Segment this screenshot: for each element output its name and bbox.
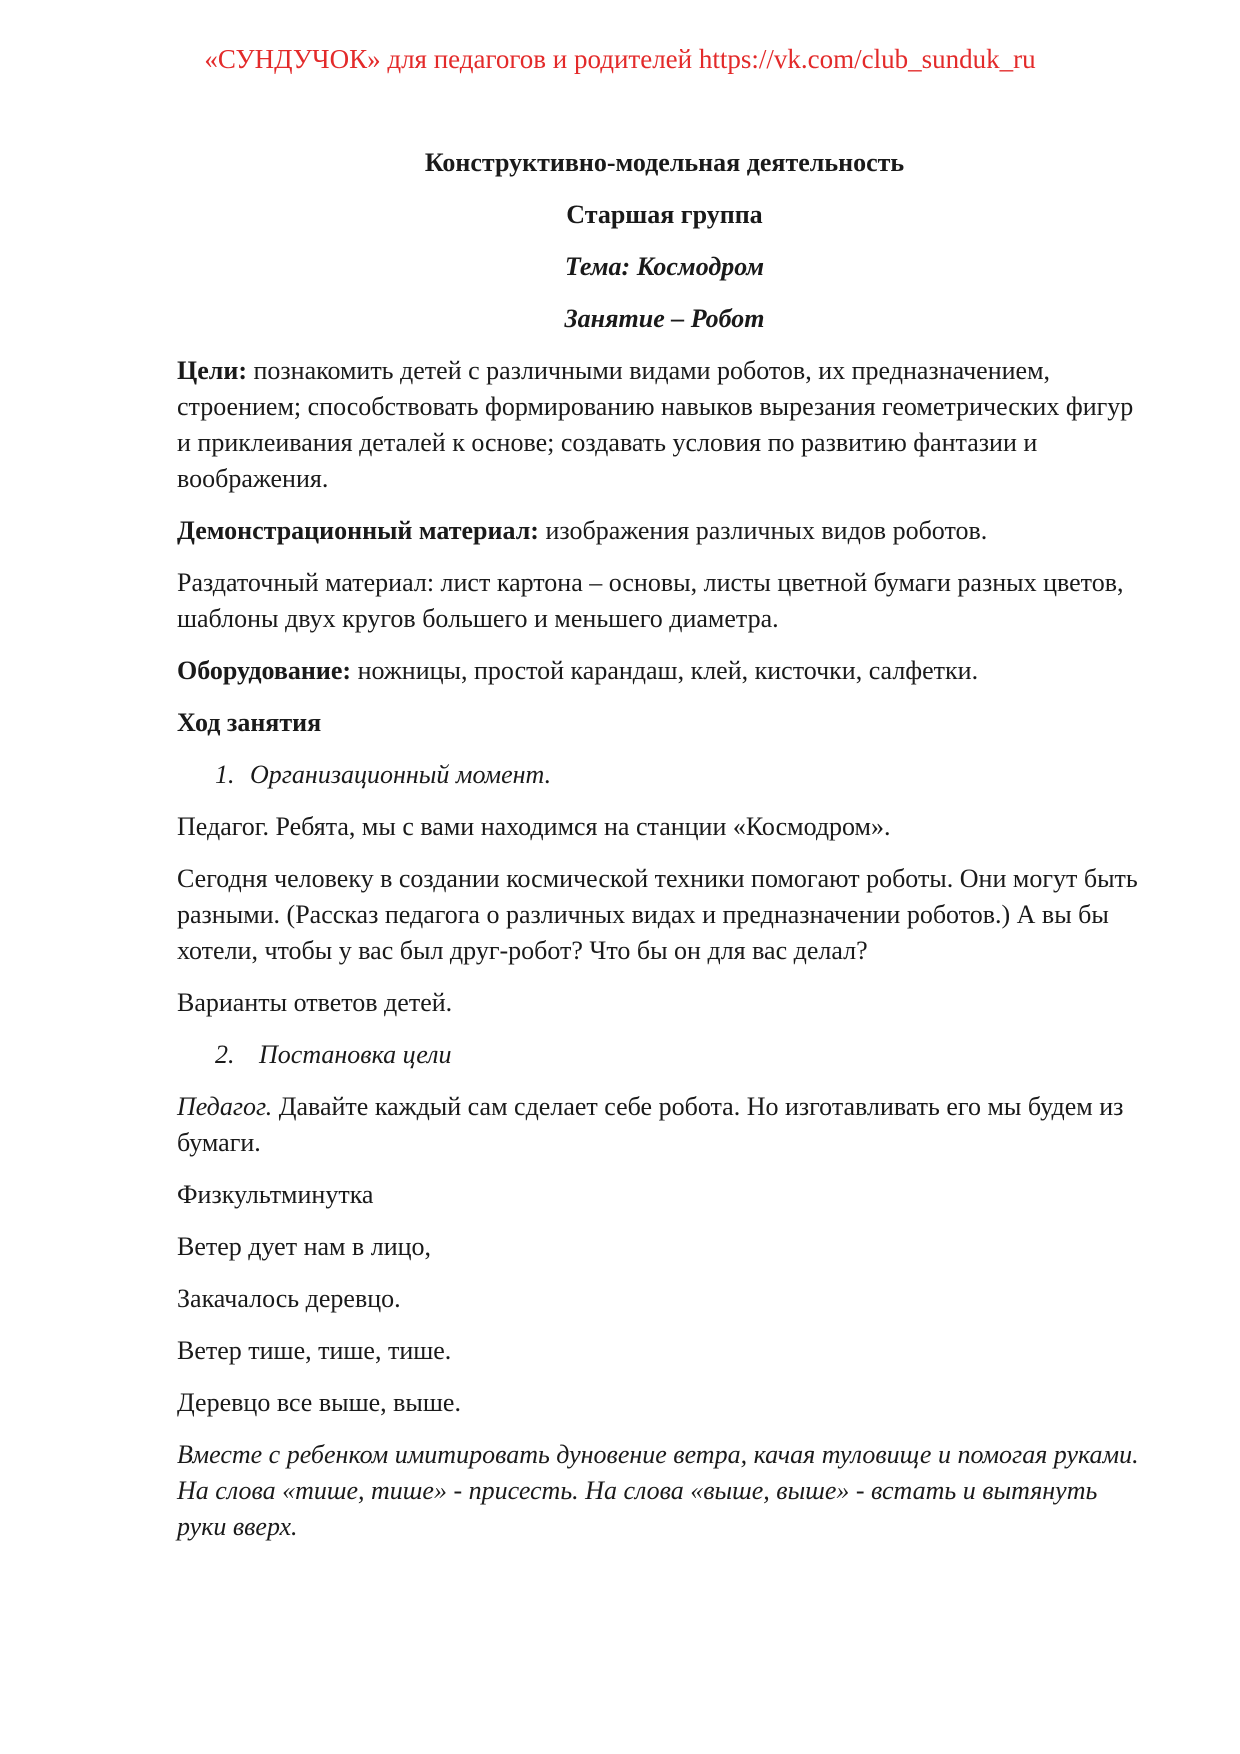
equipment-text: ножницы, простой карандаш, клей, кисточки, салфетки.: [351, 656, 979, 685]
step-2-number: 2.: [215, 1040, 235, 1069]
teacher-paragraph-2: [177, 1089, 1152, 1161]
poem-line-3: Ветер тише, тише, тише.: [177, 1336, 452, 1365]
course-heading: Ход занятия: [177, 708, 322, 737]
lesson-title: Занятие – Робот: [564, 304, 765, 333]
header-link-text[interactable]: «СУНДУЧОК» для педагогов и родителей https://vk.com/club_sunduk_ru: [204, 44, 1036, 74]
equipment-paragraph: [177, 653, 1152, 689]
instruction-paragraph: Вместе с ребенком имитировать дуновение ветра, качая туловище и помогая руками. На слова «тише, тише» - присесть. На слова «выше, выше» - встать и вытянуть руки вверх.: [177, 1440, 1139, 1541]
step-1: [177, 757, 1152, 793]
goals-label: Цели:: [177, 356, 247, 385]
today-paragraph: Сегодня человеку в создании космической техники помогают роботы. Они могут быть разными. (Рассказ педагога о различных видах и предназначении роботов.) А вы бы хотели, чтобы у вас был друг-робот? Что бы он для вас делал?: [177, 864, 1138, 965]
handout-paragraph: Раздаточный материал: лист картона – основы, листы цветной бумаги разных цветов, шаблоны двух кругов большего и меньшего диаметра.: [177, 568, 1124, 633]
demo-text: изображения различных видов роботов.: [538, 516, 988, 545]
poem-line-2: Закачалось деревцо.: [177, 1284, 401, 1313]
goals-paragraph: [177, 353, 1152, 497]
demo-label: Демонстрационный материал:: [177, 516, 539, 545]
step-2: [177, 1037, 1152, 1073]
demo-material-paragraph: [177, 513, 1152, 549]
poem-line-1: Ветер дует нам в лицо,: [177, 1232, 432, 1261]
document-body: [177, 145, 1152, 1561]
equipment-label: Оборудование:: [177, 656, 352, 685]
teacher2-label: Педагог.: [177, 1092, 273, 1121]
step-2-text: Постановка цели: [259, 1040, 452, 1069]
phys-minute-title: Физкультминутка: [177, 1180, 374, 1209]
goals-text: познакомить детей с различными видами роботов, их предназначением, строением; способствовать формированию навыков вырезания геометрических фигур и приклеивания деталей к основе; создавать условия по развитию фантазии и воображения.: [177, 356, 1134, 493]
step-1-number: 1.: [215, 760, 235, 789]
topic-title: Тема: Космодром: [564, 252, 765, 281]
teacher-paragraph-1: Педагог. Ребята, мы с вами находимся на станции «Космодром».: [177, 812, 891, 841]
teacher2-text: Давайте каждый сам сделает себе робота. Но изготавливать его мы будем из бумаги.: [177, 1092, 1124, 1157]
step-1-text: Организационный момент.: [250, 760, 552, 789]
document-title: Конструктивно-модельная деятельность: [424, 148, 905, 177]
group-title: Старшая группа: [566, 200, 763, 229]
answers-paragraph: Варианты ответов детей.: [177, 988, 453, 1017]
poem-line-4: Деревцо все выше, выше.: [177, 1388, 461, 1417]
